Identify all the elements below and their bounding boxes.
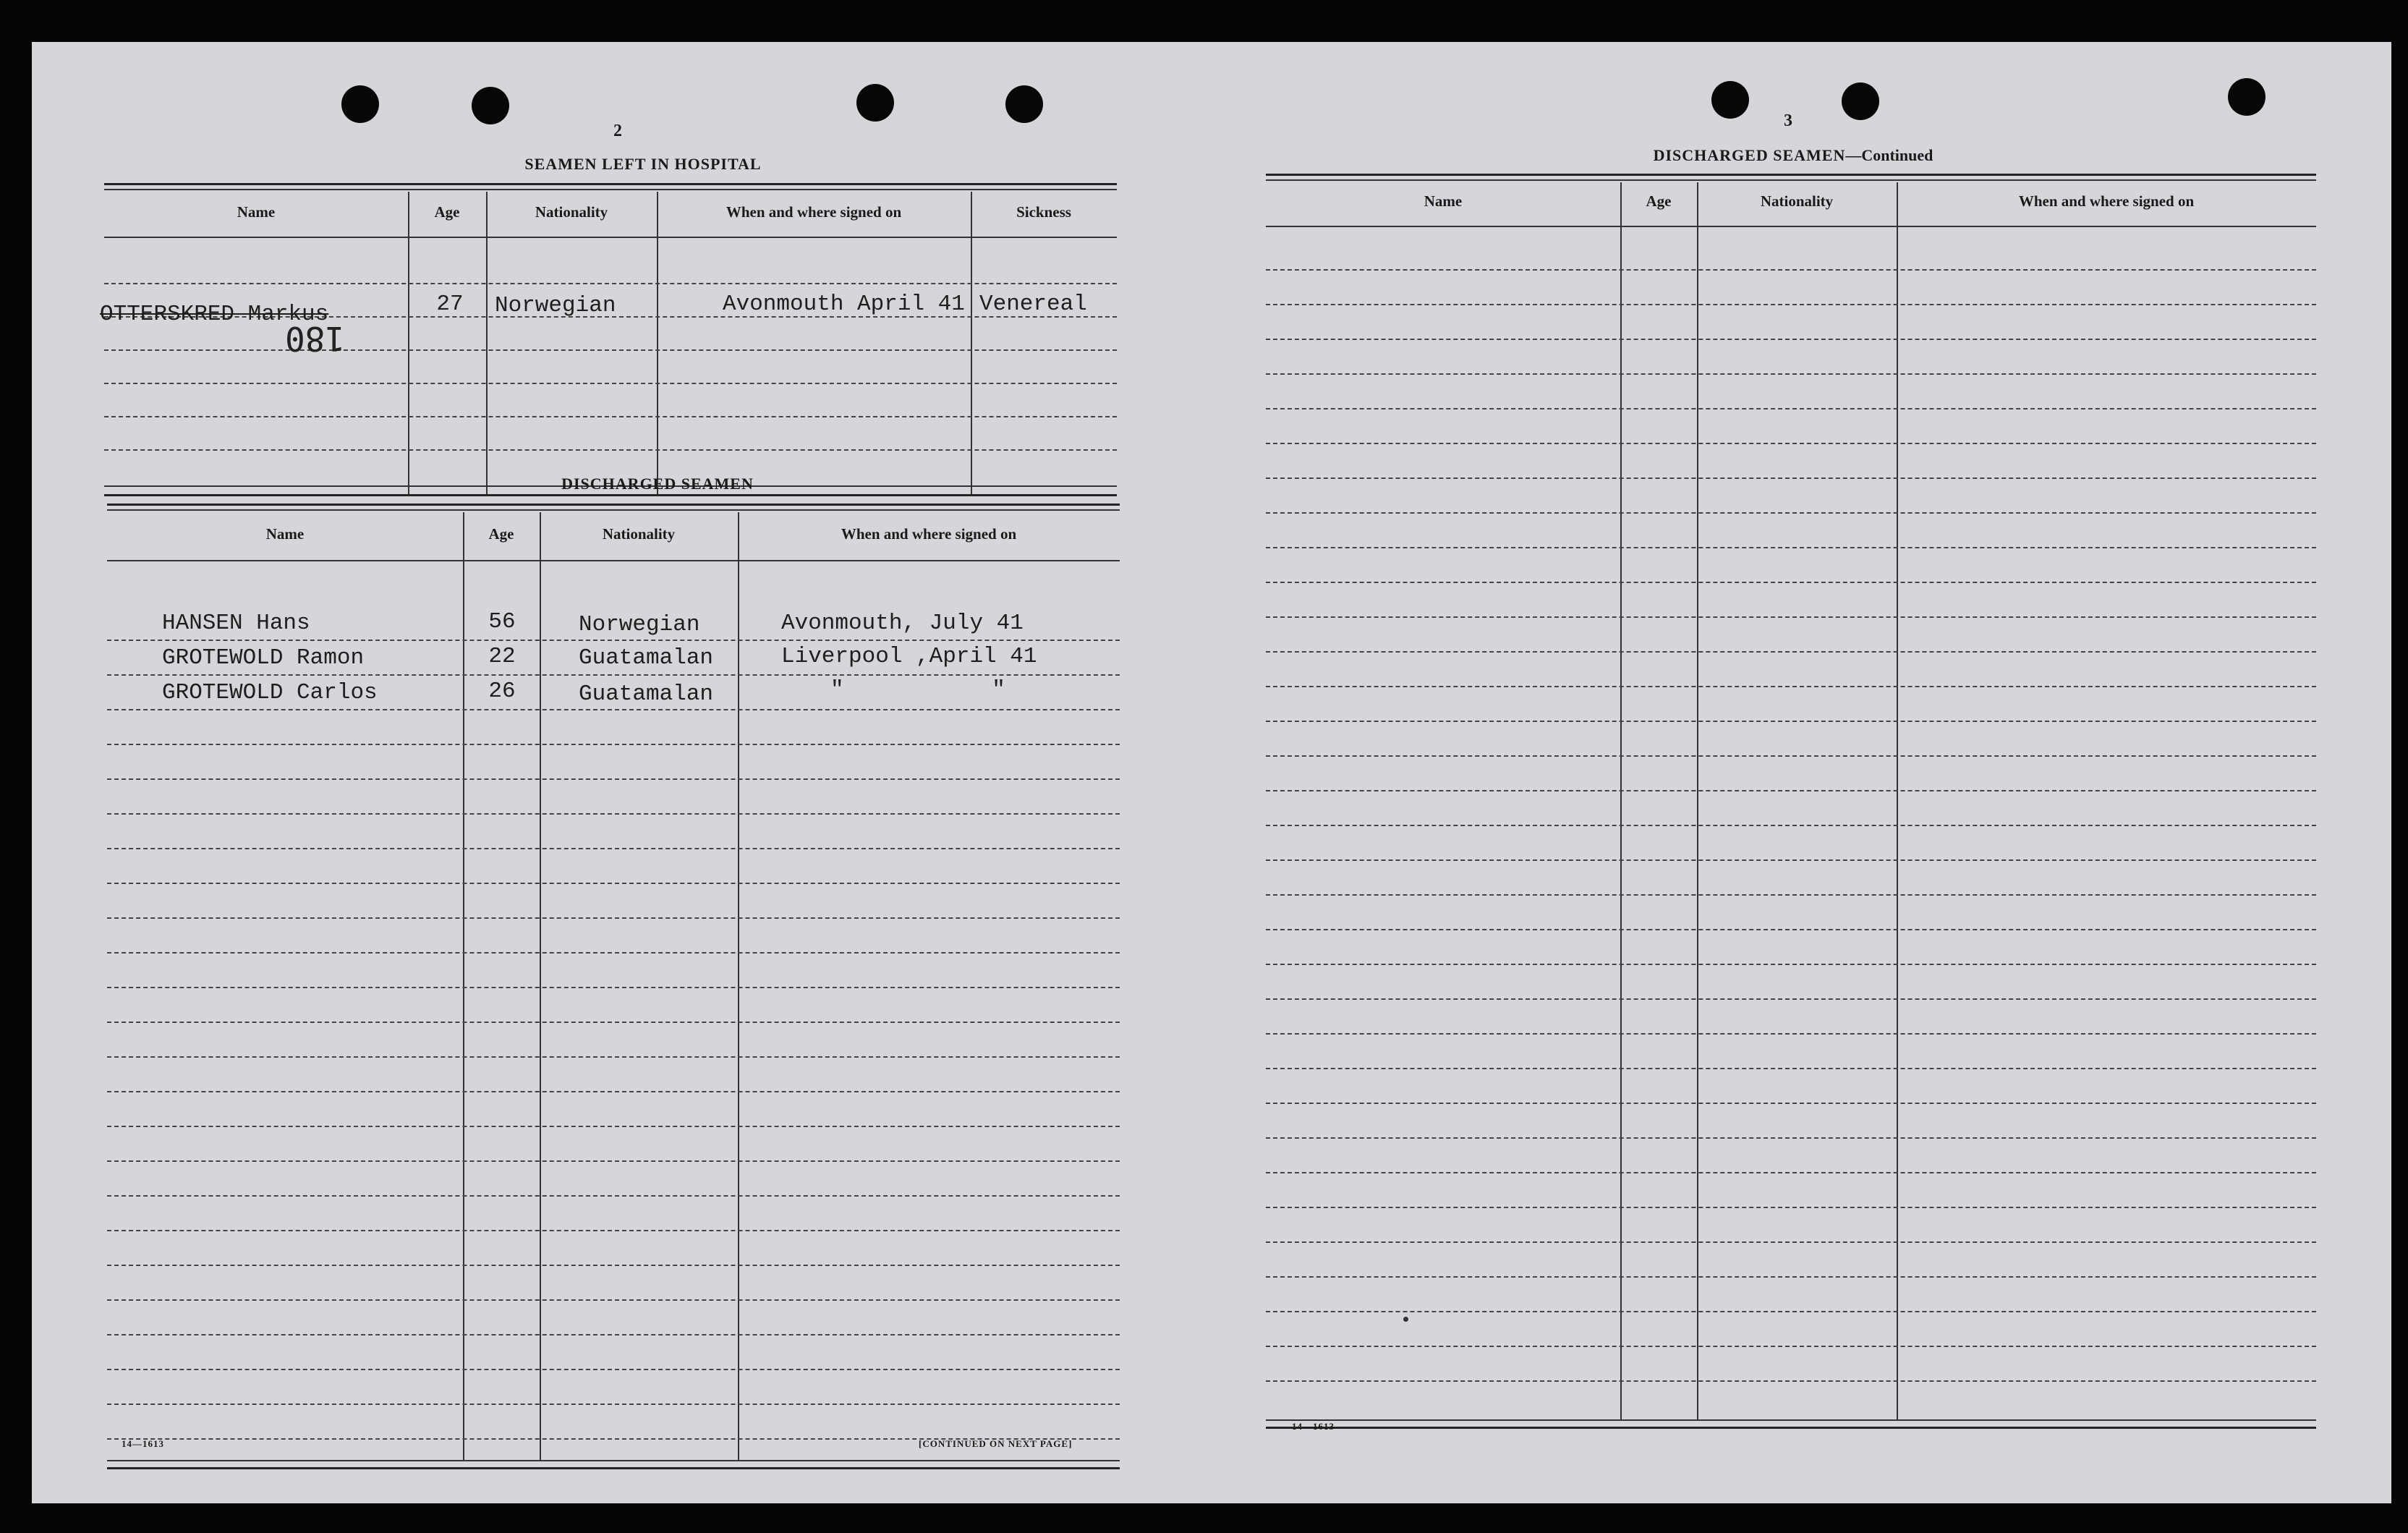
- discharged-header-name: Name: [265, 525, 305, 543]
- discharged-header-signed-on: When and where signed on: [841, 525, 1017, 543]
- hospital-header-signed-on: When and where signed on: [726, 203, 902, 221]
- discharged-row-nationality: Guatamalan: [579, 681, 714, 707]
- discharged-row-name: GROTEWOLD Ramon: [162, 645, 365, 671]
- hospital-header-age: Age: [434, 203, 460, 221]
- continued-header-nationality: Nationality: [1760, 192, 1834, 210]
- continued-header-signed-on: When and where signed on: [2018, 192, 2195, 210]
- discharged-continued-table: [1266, 174, 2316, 1454]
- hospital-row-sickness: Venereal: [979, 292, 1087, 317]
- form-code-right: 14—1613: [1292, 1421, 1335, 1432]
- form-code-left: 14—1613: [122, 1438, 164, 1449]
- hospital-header-name: Name: [237, 203, 276, 221]
- discharged-continued-main: DISCHARGED SEAMEN: [1653, 146, 1846, 164]
- discharged-row-signed-on: Avonmouth, July 41: [781, 611, 1024, 636]
- discharged-row-name: GROTEWOLD Carlos: [162, 680, 378, 705]
- discharged-continued-suffix: —Continued: [1845, 146, 1933, 164]
- hospital-table: [100, 183, 1117, 501]
- discharged-row-age: 26: [488, 679, 516, 704]
- discharged-row-name: HANSEN Hans: [162, 611, 310, 636]
- hospital-row-name: OTTERSKRED Markus: [100, 302, 329, 327]
- hospital-row-signed-on: Avonmouth April 41: [723, 292, 965, 317]
- discharged-table: [107, 504, 1120, 1473]
- discharged-row-nationality: Norwegian: [579, 612, 700, 637]
- continued-header-age: Age: [1646, 192, 1672, 210]
- punch-hole: [1711, 81, 1749, 119]
- discharged-row-age: 22: [488, 644, 516, 669]
- discharged-header-nationality: Nationality: [602, 525, 676, 543]
- discharged-header-age: Age: [488, 525, 514, 543]
- punch-hole: [472, 87, 509, 124]
- punch-hole: [1005, 85, 1043, 123]
- document-sheet: [32, 42, 2391, 1503]
- hospital-header-sickness: Sickness: [1016, 203, 1071, 221]
- page-number-right: 3: [1784, 111, 1792, 130]
- punch-hole: [341, 85, 379, 123]
- ink-speck: [1403, 1317, 1408, 1322]
- page-number-left: 2: [613, 122, 622, 140]
- hospital-row-age: 27: [436, 292, 464, 317]
- continued-note: [CONTINUED ON NEXT PAGE]: [919, 1438, 1073, 1449]
- continued-header-name: Name: [1424, 192, 1463, 210]
- discharged-row-signed-on: Liverpool ,April 41: [781, 644, 1037, 669]
- hospital-stamp: 180: [285, 319, 346, 358]
- discharged-row-age: 56: [488, 609, 516, 634]
- punch-hole: [2228, 78, 2266, 116]
- punch-hole: [856, 84, 894, 122]
- hospital-header-nationality: Nationality: [535, 203, 608, 221]
- discharged-row-signed-on: " ": [830, 677, 1005, 702]
- hospital-row-nationality: Norwegian: [495, 293, 616, 318]
- discharged-continued-title: [1558, 146, 2028, 165]
- discharged-row-nationality: Guatamalan: [579, 645, 714, 671]
- discharged-section-title: DISCHARGED SEAMEN: [561, 475, 754, 493]
- hospital-section-title: SEAMEN LEFT IN HOSPITAL: [524, 155, 762, 173]
- punch-hole: [1842, 82, 1879, 120]
